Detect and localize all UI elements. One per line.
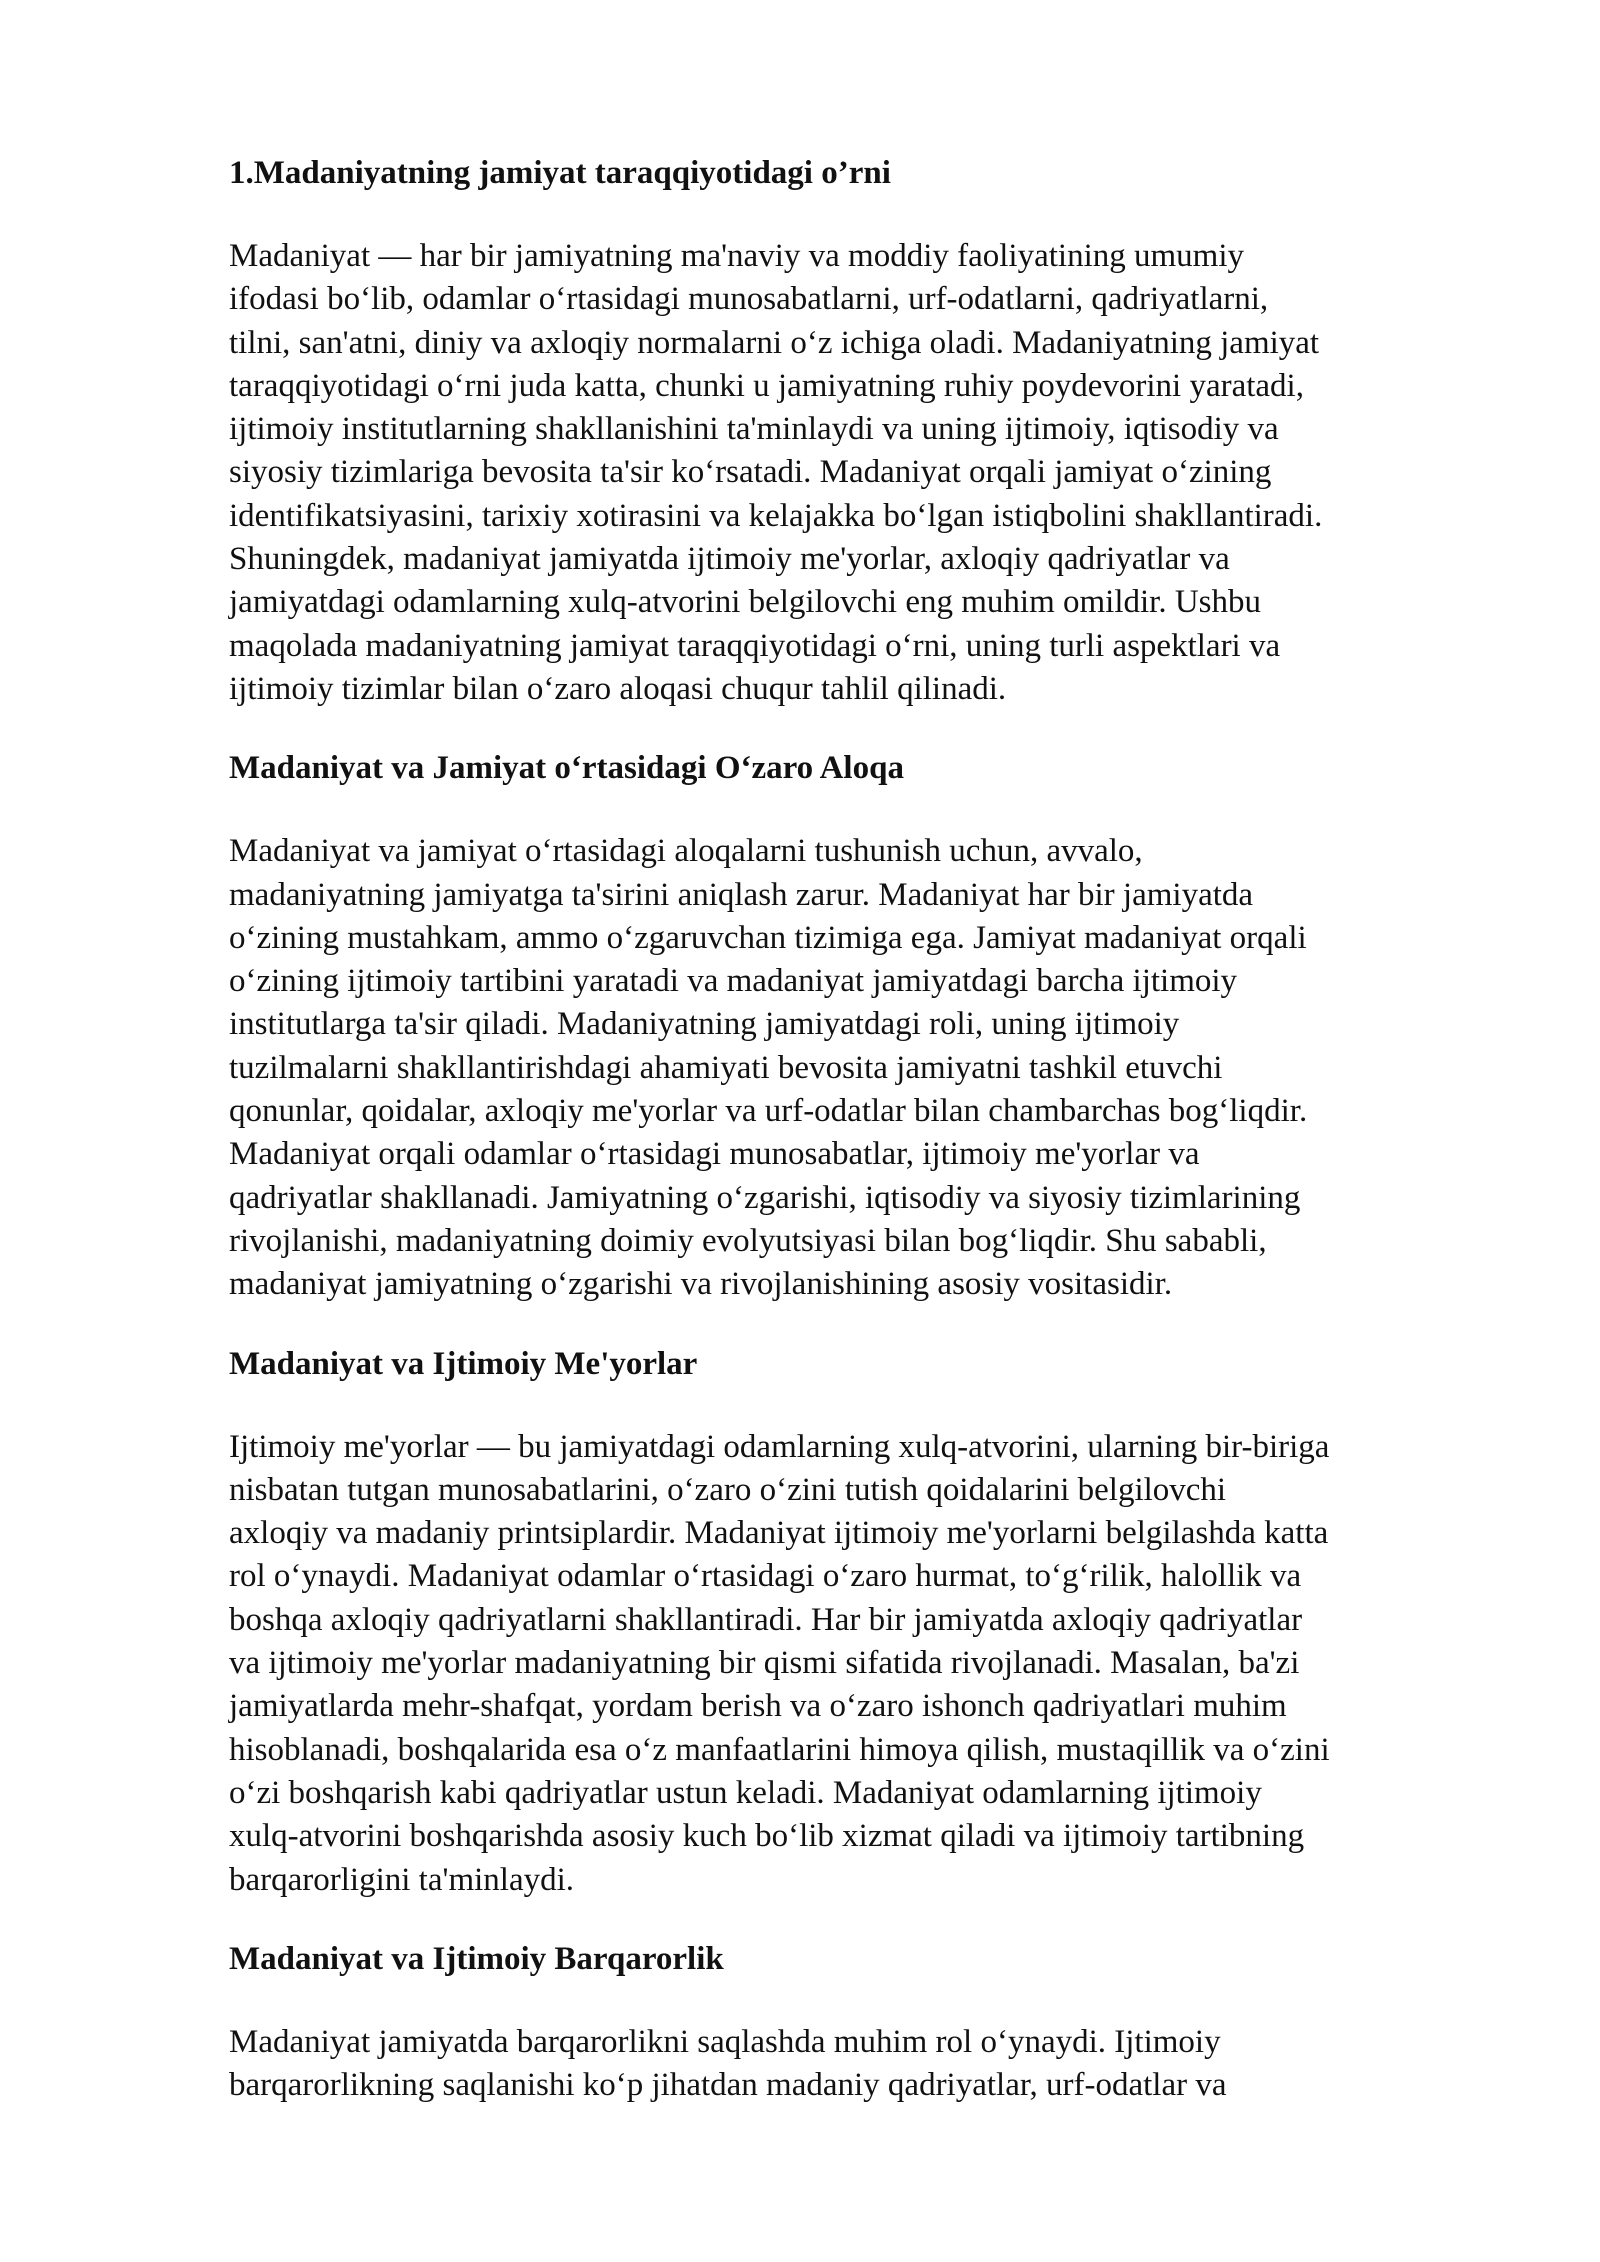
document-title: 1.Madaniyatning jamiyat taraqqiyotidagi o’rni <box>229 155 891 191</box>
section-paragraph: Madaniyat jamiyatda barqarorlikni saqlashda muhim rol o‘ynaydi. Ijtimoiy barqarorlikning saqlanishi ko‘p jihatdan madaniy qadriyatlar, urf-odatlar va <box>229 2023 1227 2104</box>
document-page <box>229 152 1511 2143</box>
section-paragraph: Ijtimoiy me'yorlar — bu jamiyatdagi odamlarning xulq-atvorini, ularning bir-biriga nisbatan tutgan munosabatlarini, o‘zaro o‘zini tutish qoidalarini belgilovchi axloqiy va madaniy printsiplardir. Madaniyat ijtimoiy me'yorlarni belgilashda katta rol o‘ynaydi. Madaniyat odamlar o‘rtasidagi o‘zaro hurmat, to‘g‘rilik, halollik va boshqa axloqiy qadriyatlarni shakllantiradi. Har bir jamiyatda axloqiy qadriyatlar va ijtimoiy me'yorlar madaniyatning bir qismi sifatida rivojlanadi. Masalan, ba'zi jamiyatlarda mehr-shafqat, yordam berish va o‘zaro ishonch qadriyatlari muhim hisoblanadi, boshqalarida esa o‘z manfaatlarini himoya qilish, mustaqillik va o‘zini o‘zi boshqarish kabi qadriyatlar ustun keladi. Madaniyat odamlarning ijtimoiy xulq-atvorini boshqarishda asosiy kuch bo‘lib xizmat qiladi va ijtimoiy tartibning barqarorligini ta'minlaydi. <box>229 1428 1330 1898</box>
intro-paragraph: Madaniyat — har bir jamiyatning ma'naviy va moddiy faoliyatining umumiy ifodasi bo‘lib, odamlar o‘rtasidagi munosabatlarni, urf-odatlarni, qadriyatlarni, tilni, san'atni, diniy va axloqiy normalarni o‘z ichiga oladi. Madaniyatning jamiyat taraqqiyotidagi o‘rni juda katta, chunki u jamiyatning ruhiy poydevorini yaratadi, ijtimoiy institutlarning shakllanishini ta'minlaydi va uning ijtimoiy, iqtisodiy va siyosiy tizimlariga bevosita ta'sir ko‘rsatadi. Madaniyat orqali jamiyat o‘zining identifikatsiyasini, tarixiy xotirasini va kelajakka bo‘lgan istiqbolini shakllantiradi. Shuningdek, madaniyat jamiyatda ijtimoiy me'yorlar, axloqiy qadriyatlar va jamiyatdagi odamlarning xulq-atvorini belgilovchi eng muhim omildir. Ushbu maqolada madaniyatning jamiyat taraqqiyotidagi o‘rni, uning turli aspektlari va ijtimoiy tizimlar bilan o‘zaro aloqasi chuqur tahlil qilinadi. <box>229 238 1323 707</box>
section-paragraph: Madaniyat va jamiyat o‘rtasidagi aloqalarni tushunish uchun, avvalo, madaniyatning jamiyatga ta'sirini aniqlash zarur. Madaniyat har bir jamiyatda o‘zining mustahkam, ammo o‘zgaruvchan tizimiga ega. Jamiyat madaniyat orqali o‘zining ijtimoiy tartibini yaratadi va madaniyat jamiyatdagi barcha ijtimoiy institutlarga ta'sir qiladi. Madaniyatning jamiyatdagi roli, uning ijtimoiy tuzilmalarni shakllantirishdagi ahamiyati bevosita jamiyatni tashkil etuvchi qonunlar, qoidalar, axloqiy me'yorlar va urf-odatlar bilan chambarchas bog‘liqdir. Madaniyat orqali odamlar o‘rtasidagi munosabatlar, ijtimoiy me'yorlar va qadriyatlar shakllanadi. Jamiyatning o‘zgarishi, iqtisodiy va siyosiy tizimlarining rivojlanishi, madaniyatning doimiy evolyutsiyasi bilan bog‘liqdir. Shu sababli, madaniyat jamiyatning o‘zgarishi va rivojlanishining asosiy vositasidir. <box>229 833 1308 1303</box>
section-heading: Madaniyat va Ijtimoiy Barqarorlik <box>229 1940 724 1977</box>
section-heading: Madaniyat va Ijtimoiy Me'yorlar <box>229 1345 698 1382</box>
section-heading: Madaniyat va Jamiyat o‘rtasidagi O‘zaro Aloqa <box>229 750 904 787</box>
